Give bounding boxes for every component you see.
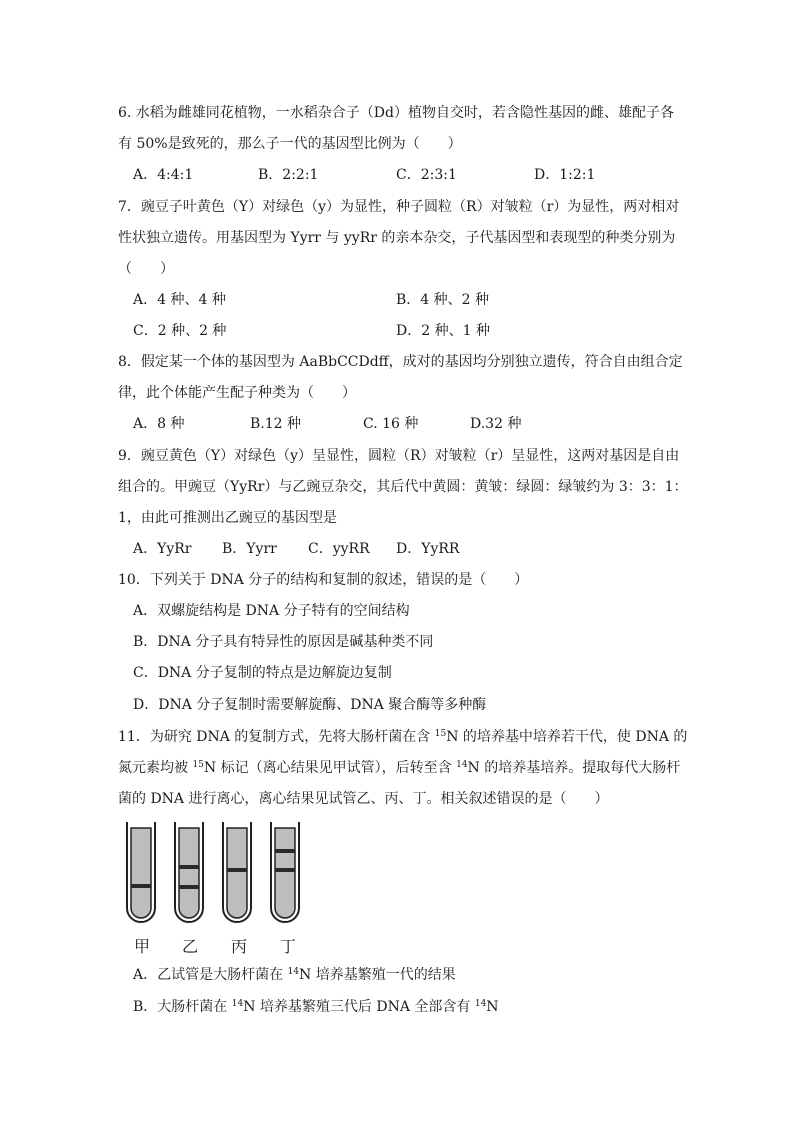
q8-stem-line2: 律，此个体能产生配子种类为（ ） bbox=[118, 385, 356, 401]
q7-stem-line1: 7．豌豆子叶黄色（Y）对绿色（y）为显性，种子圆粒（R）对皱粒（r）为显性，两对相对 bbox=[118, 199, 680, 215]
q7-stem-line2: 性状独立遗传。用基因型为 Yyrr 与 yyRr 的亲本杂交，子代基因型和表现型的种类分别为 bbox=[118, 230, 676, 246]
q8-option-b[interactable]: B.12 种 bbox=[250, 416, 302, 432]
band-light bbox=[275, 849, 295, 853]
q11-line1-part-a: 11．为研究 DNA 的复制方式，先将大肠杆菌在含 bbox=[118, 729, 435, 745]
q6-option-a[interactable]: A．4:4:1 bbox=[133, 167, 194, 183]
q10-option-b[interactable]: B．DNA 分子具有特异性的原因是碱基种类不同 bbox=[133, 634, 434, 650]
q10-option-a[interactable]: A．双螺旋结构是 DNA 分子特有的空间结构 bbox=[133, 603, 410, 619]
q11-option-a-part-b: N 培养基繁殖一代的结果 bbox=[299, 967, 456, 983]
q8-option-d[interactable]: D.32 种 bbox=[470, 416, 522, 432]
q9-stem-line3: 1，由此可推测出乙豌豆的基因型是 bbox=[118, 510, 337, 526]
q11-line1-part-b: N 的培养基中培养若干代，使 DNA 的 bbox=[446, 729, 688, 745]
q11-line2-part-a: 氮元素均被 bbox=[118, 760, 193, 776]
band-light bbox=[179, 865, 199, 869]
band-heavy bbox=[131, 884, 151, 888]
q7-option-d[interactable]: D．2 种、1 种 bbox=[396, 323, 490, 339]
q11-line2-part-c: N 的培养基培养。提取每代大肠杆 bbox=[467, 760, 681, 776]
q8-option-c[interactable]: C. 16 种 bbox=[363, 416, 419, 432]
band-intermediate bbox=[275, 868, 295, 872]
q10-option-c[interactable]: C．DNA 分子复制的特点是边解旋边复制 bbox=[133, 665, 392, 681]
isotope-14-sup: 14 bbox=[287, 967, 300, 977]
band-intermediate bbox=[227, 868, 247, 872]
q6-stem-line1: 6. 水稻为雌雄同花植物，一水稻杂合子（Dd）植物自交时，若含隐性基因的雌、雄配子各 bbox=[118, 105, 674, 121]
q6-option-c[interactable]: C．2:3:1 bbox=[396, 167, 457, 183]
tube-label-bing: 丙 bbox=[231, 937, 248, 956]
q8-stem-line1: 8．假定某一个体的基因型为 AaBbCCDdff，成对的基因均分别独立遗传，符合自由组合定 bbox=[118, 354, 683, 370]
q6-option-b[interactable]: B．2:2:1 bbox=[258, 167, 319, 183]
q9-stem-line1: 9．豌豆黄色（Y）对绿色（y）呈显性，圆粒（R）对皱粒（r）呈显性，这两对基因是自由 bbox=[118, 448, 680, 464]
q10-stem: 10．下列关于 DNA 分子的结构和复制的叙述，错误的是（ ） bbox=[118, 572, 529, 588]
q9-option-c[interactable]: C．yyRR bbox=[308, 541, 370, 557]
tube-label-yi: 乙 bbox=[182, 937, 199, 956]
q11-option-b-part-b: N 培养基繁殖三代后 DNA 全部含有 bbox=[243, 999, 475, 1015]
q11-line2-part-b: N 标记（离心结果见甲试管），后转至含 bbox=[203, 760, 457, 776]
q10-option-d[interactable]: D．DNA 分子复制时需要解旋酶、DNA 聚合酶等多种酶 bbox=[133, 697, 487, 713]
isotope-14-sup: 14 bbox=[456, 760, 468, 770]
tube-ding bbox=[271, 822, 299, 922]
tube-bing bbox=[223, 822, 251, 922]
tube-label-jia: 甲 bbox=[134, 937, 151, 956]
tube-yi bbox=[175, 822, 203, 922]
q6-stem-line2: 有 50%是致死的，那么子一代的基因型比例为（ ） bbox=[118, 136, 462, 152]
q11-option-b-part-a: B．大肠杆菌在 bbox=[133, 999, 232, 1015]
isotope-14-sup: 14 bbox=[231, 999, 244, 1009]
q9-stem-line2: 组合的。甲豌豆（YyRr）与乙豌豆杂交，其后代中黄圆：黄皱：绿圆：绿皱约为 3：3：1： bbox=[118, 479, 688, 495]
q7-option-c[interactable]: C．2 种、2 种 bbox=[133, 323, 227, 339]
isotope-14-sup: 14 bbox=[474, 999, 487, 1009]
q7-stem-line3: （ ） bbox=[118, 261, 174, 277]
band-heavy bbox=[179, 885, 199, 889]
q11-option-b[interactable] bbox=[133, 997, 499, 1017]
q11-stem-line2 bbox=[118, 758, 680, 778]
tube-jia bbox=[127, 822, 155, 922]
q7-option-b[interactable]: B．4 种、2 种 bbox=[396, 292, 490, 308]
q11-option-a[interactable] bbox=[133, 965, 456, 985]
isotope-15-sup: 15 bbox=[192, 760, 204, 770]
q8-option-a[interactable]: A．8 种 bbox=[133, 416, 185, 432]
q9-option-a[interactable]: A．YyRr bbox=[133, 541, 192, 557]
q9-option-d[interactable]: D．YyRR bbox=[396, 541, 460, 557]
q6-option-d[interactable]: D．1:2:1 bbox=[534, 167, 596, 183]
q11-option-b-part-c: N bbox=[486, 999, 499, 1015]
q11-option-a-part-a: A．乙试管是大肠杆菌在 bbox=[133, 967, 288, 983]
q7-option-a[interactable]: A．4 种、4 种 bbox=[133, 292, 226, 308]
q11-stem-line3: 菌的 DNA 进行离心，离心结果见试管乙、丙、丁。相关叙述错误的是（ ） bbox=[118, 791, 609, 807]
q11-stem-line1 bbox=[118, 727, 687, 747]
tube-label-ding: 丁 bbox=[280, 937, 297, 956]
q9-option-b[interactable]: B．Yyrr bbox=[222, 541, 277, 557]
isotope-15-sup: 15 bbox=[434, 729, 447, 739]
